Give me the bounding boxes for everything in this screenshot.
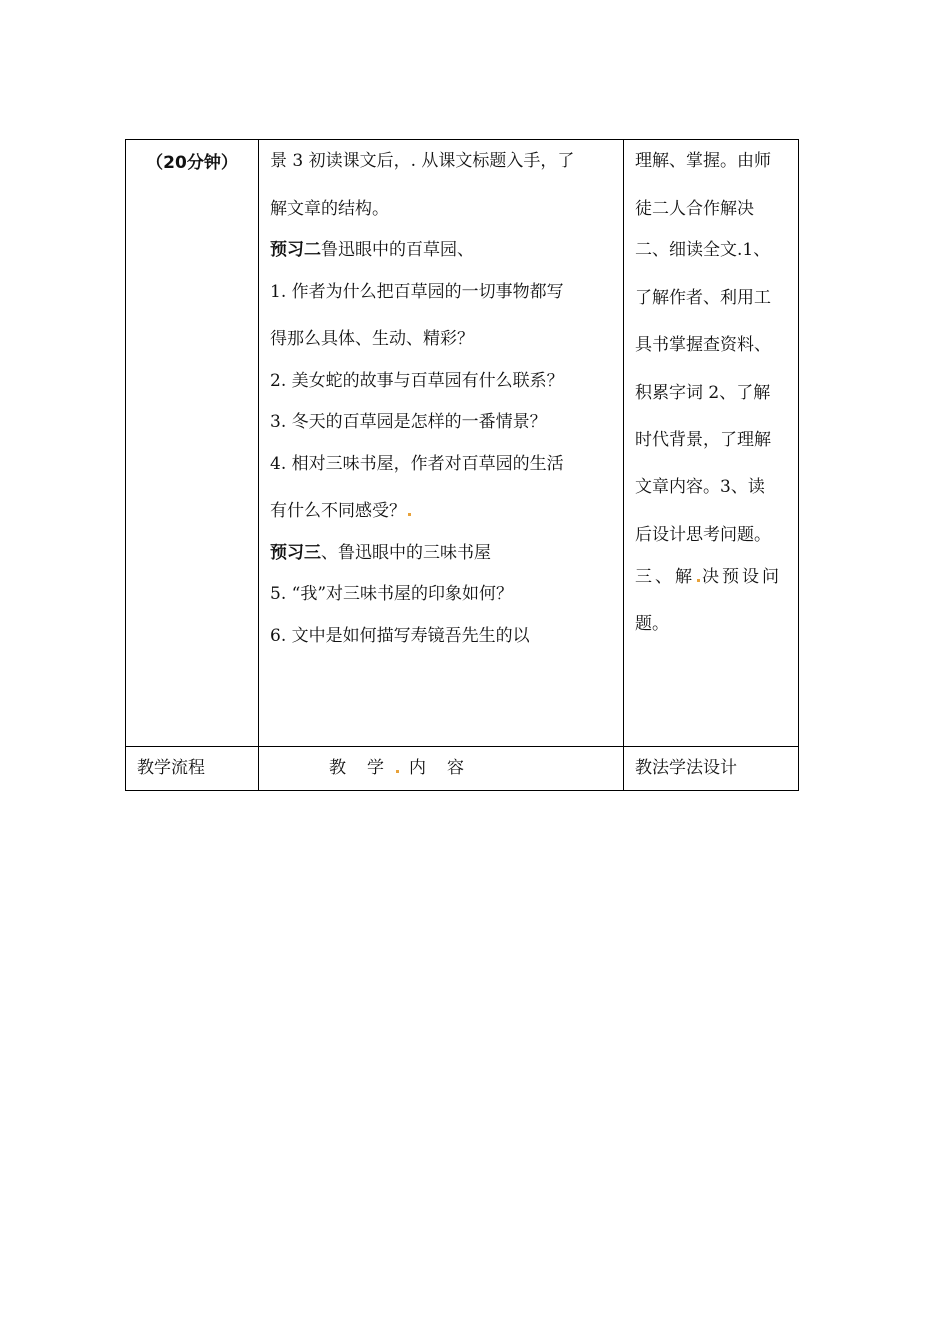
time-label: （20分钟） bbox=[146, 153, 238, 173]
content-line: 2. 美女蛇的故事与百草园有什么联系？ bbox=[270, 371, 564, 391]
method-line: 积累字词 2、了解 bbox=[635, 383, 771, 403]
method-line: 二、细读全文.1、 bbox=[635, 240, 771, 260]
content-line bbox=[270, 496, 413, 521]
highlight-mark bbox=[408, 513, 411, 516]
method-text: 决预设问 bbox=[702, 567, 782, 587]
header-cell-flow bbox=[125, 746, 258, 791]
section-title: 鲁迅眼中的百草园、 bbox=[321, 240, 474, 260]
content-line: 解文章的结构。 bbox=[270, 199, 389, 219]
method-cell bbox=[623, 139, 799, 746]
header-cell-method bbox=[623, 746, 799, 791]
content-line: 4. 相对三味书屋，作者对百草园的生活 bbox=[270, 454, 564, 474]
header-content-part: 教 学 bbox=[329, 758, 386, 778]
header-flow-label: 教学流程 bbox=[137, 758, 205, 778]
content-line: 5. “我”对三味书屋的印象如何？ bbox=[270, 584, 514, 604]
method-line bbox=[635, 562, 782, 587]
method-line: 具书掌握查资料、 bbox=[635, 335, 771, 355]
content-line: 6. 文中是如何描写寿镜吾先生的以 bbox=[270, 626, 530, 646]
content-line bbox=[270, 538, 491, 563]
header-content-part: 内 容 bbox=[409, 758, 466, 778]
lesson-plan-table bbox=[125, 139, 799, 791]
method-line: 后设计思考问题。 bbox=[635, 525, 771, 545]
content-line: 3. 冬天的百草园是怎样的一番情景？ bbox=[270, 412, 547, 432]
section-title: 、鲁迅眼中的三味书屋 bbox=[321, 543, 491, 563]
method-line: 徒二人合作解决 bbox=[635, 199, 754, 219]
content-cell bbox=[258, 139, 623, 746]
method-line: 题。 bbox=[635, 614, 669, 634]
time-cell bbox=[125, 139, 258, 746]
header-method-label: 教法学法设计 bbox=[635, 758, 737, 778]
content-line: 1. 作者为什么把百草园的一切事物都写 bbox=[270, 282, 564, 302]
content-line bbox=[270, 235, 474, 260]
header-content-label bbox=[329, 753, 466, 778]
section-heading: 预习二 bbox=[270, 240, 321, 260]
header-cell-content bbox=[258, 746, 623, 791]
method-text: 三、解 bbox=[635, 567, 695, 587]
content-text: 有什么不同感受？ bbox=[270, 501, 406, 521]
method-line: 了解作者、利用工 bbox=[635, 288, 771, 308]
method-line: 文章内容。3、读 bbox=[635, 477, 765, 497]
content-line: 景 3 初读课文后，. 从课文标题入手，了 bbox=[270, 151, 575, 171]
highlight-mark bbox=[697, 579, 700, 582]
section-heading: 预习三 bbox=[270, 543, 321, 563]
content-line: 得那么具体、生动、精彩？ bbox=[270, 329, 474, 349]
method-line: 理解、掌握。由师 bbox=[635, 151, 771, 171]
highlight-mark bbox=[396, 770, 399, 773]
method-line: 时代背景，了理解 bbox=[635, 430, 771, 450]
